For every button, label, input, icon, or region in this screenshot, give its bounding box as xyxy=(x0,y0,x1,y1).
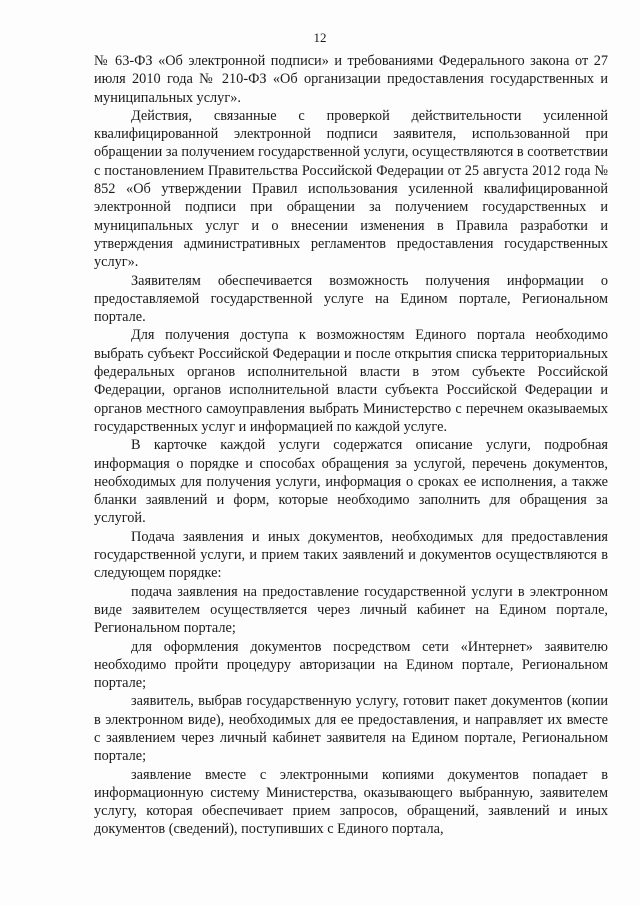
list-item-3: заявитель, выбрав государственную услугу, готовит пакет документов (копии в электронном виде), необходимых для ее предоставления, и направляет их вместе с заявлением через личный кабинет заявителя на Едином портале, Региональном портале; xyxy=(94,693,608,765)
list-item-2: для оформления документов посредством сети «Интернет» заявителю необходимо пройти процедуру авторизации на Едином портале, Региональном портале; xyxy=(94,638,608,692)
list-item-1: подача заявления на предоставление государственной услуги в электронном виде заявителем осуществляется через личный кабинет на Едином портале, Региональном портале; xyxy=(94,583,608,637)
paragraph-6: Подача заявления и иных документов, необходимых для предоставления государственной услуги, и прием таких заявлений и документов осуществляются в следующем порядке: xyxy=(94,528,608,582)
page-number: 12 xyxy=(313,30,327,45)
paragraph-4: Для получения доступа к возможностям Единого портала необходимо выбрать субъект Российской Федерации и после открытия списка территориальных федеральных органов исполнительной власти в этом субъекте Российской Федерации, органов исполнительной власти субъекта Российской Федерации и органов местного самоуправления выбрать Министерство с перечнем оказываемых государственных услуг и информацией по каждой услуге. xyxy=(94,327,608,435)
paragraph-5: В карточке каждой услуги содержатся описание услуги, подробная информация о порядке и способах обращения за услугой, перечень документов, необходимых для получения услуги, информация о сроках ее исполнения, а также бланки заявлений и форм, которые необходимо заполнить для обращения за услугой. xyxy=(94,437,608,527)
paragraph-2: Действия, связанные с проверкой действительности усиленной квалифицированной электронной подписи заявителя, использованной при обращении за получением государственной услуги, осуществляются в соответствии с постановлением Правительства Российской Федерации от 25 августа 2012 года № 852 «Об утверждении Правил использования усиленной квалифицированной электронной подписи при обращении за получением государственных и муниципальных услуг и о внесении изменения в Правила разработки и утверждения административных регламентов предоставления государственных услуг». xyxy=(94,107,608,271)
document-body xyxy=(94,52,608,839)
list-item-4: заявление вместе с электронными копиями документов попадает в информационную систему Министерства, оказывающего выбранную, заявителем услугу, которая обеспечивает прием запросов, обращений, заявлений и иных документов (сведений), поступивших с Единого портала, xyxy=(94,766,608,838)
paragraph-3: Заявителям обеспечивается возможность получения информации о предоставляемой государственной услуге на Едином портале, Региональном портале. xyxy=(94,272,608,326)
paragraph-1: № 63-ФЗ «Об электронной подписи» и требованиями Федерального закона от 27 июля 2010 года № 210-ФЗ «Об организации предоставления государственных и муниципальных услуг». xyxy=(94,53,608,106)
